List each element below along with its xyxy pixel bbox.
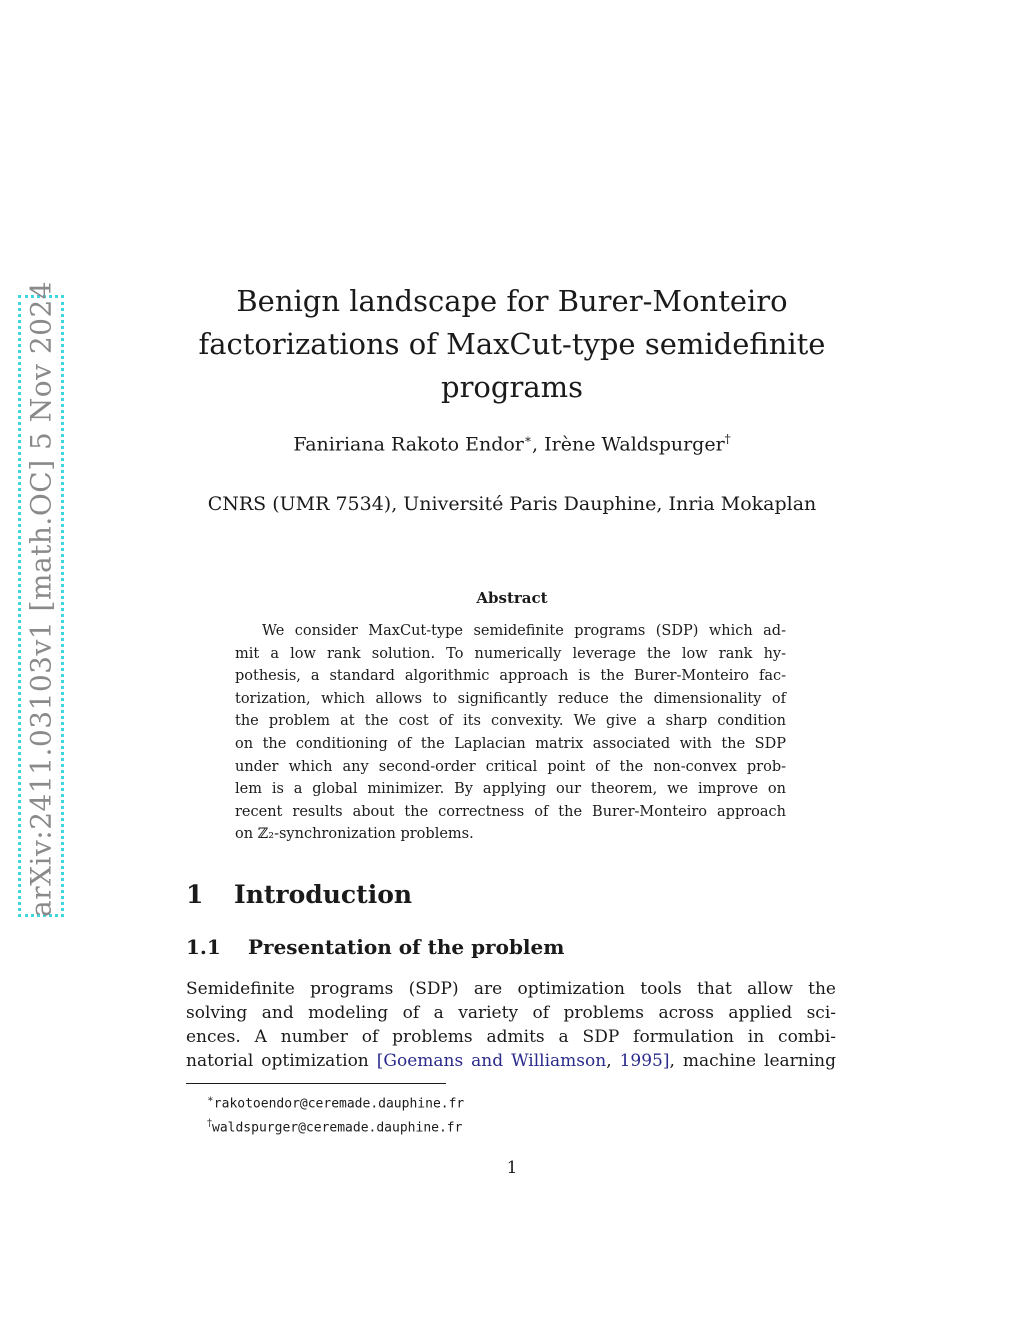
body-line: [186, 1049, 836, 1073]
title-line: programs: [441, 370, 583, 404]
abstract-line: the problem at the cost of its convexity. We give a sharp condition: [235, 713, 786, 730]
abstract-heading: Abstract: [476, 589, 548, 607]
footnote: [207, 1090, 464, 1114]
arxiv-stamp-label: arXiv:2411.03103v1 [math.OC] 5 Nov 2024: [24, 280, 58, 917]
page-number: 1: [506, 1158, 518, 1178]
author-list: [160, 432, 864, 455]
abstract-line: lem is a global minimizer. By applying our theorem, we improve on: [235, 781, 786, 798]
citation-bracket: [: [376, 1051, 384, 1071]
abstract-line: under which any second-order critical point of the non-convex prob-: [235, 758, 786, 775]
abstract-body: [235, 620, 786, 846]
footnotes: [207, 1090, 464, 1139]
footnote-mark: †: [207, 1118, 212, 1130]
author-name: Irène Waldspurger: [544, 433, 725, 456]
subsection-title: Presentation of the problem: [248, 935, 565, 959]
paper-title: [160, 280, 864, 409]
abstract-line: on the conditioning of the Laplacian matrix associated with the SDP: [235, 735, 786, 752]
author-name: Faniriana Rakoto Endor: [293, 433, 524, 456]
footnote-mark: ∗: [207, 1094, 214, 1105]
abstract-line: We consider MaxCut-type semidefinite programs (SDP) which ad-: [262, 623, 786, 639]
body-paragraph: [186, 977, 836, 1073]
section-number: 1: [186, 880, 204, 909]
section-heading: [186, 880, 412, 909]
citation-link[interactable]: Goemans and Williamson: [383, 1051, 607, 1071]
footnote-email: waldspurger@ceremade.dauphine.fr: [212, 1120, 463, 1136]
citation-separator: ,: [606, 1051, 620, 1071]
abstract-line: on ℤ₂-synchronization problems.: [235, 826, 474, 843]
body-text-fragment: , machine learning: [669, 1051, 836, 1071]
footnote-mark: ∗: [523, 432, 533, 446]
body-line: ences. A number of problems admits a SDP formulation in combi-: [186, 1027, 836, 1047]
abstract-line: pothesis, a standard algorithmic approach is the Burer-Monteiro fac-: [235, 668, 786, 685]
body-line: solving and modeling of a variety of problems across applied sci-: [186, 1003, 836, 1023]
citation-year-link[interactable]: 1995: [619, 1051, 663, 1071]
body-line: Semidefinite programs (SDP) are optimization tools that allow the: [186, 979, 836, 999]
author-separator: ,: [532, 433, 545, 456]
abstract-line: recent results about the correctness of the Burer-Monteiro approach: [235, 803, 786, 820]
footnote: [207, 1114, 464, 1138]
footnote-mark: †: [724, 432, 731, 446]
footnote-rule: [186, 1083, 446, 1084]
citation-bracket: ]: [662, 1051, 670, 1071]
abstract-line: mit a low rank solution. To numerically leverage the low rank hy-: [235, 645, 786, 662]
title-line: factorizations of MaxCut-type semidefinite: [198, 327, 826, 361]
subsection-number: 1.1: [186, 935, 221, 959]
subsection-heading: [186, 935, 564, 959]
affiliation: CNRS (UMR 7534), Université Paris Dauphine, Inria Mokaplan: [207, 493, 817, 515]
section-title: Introduction: [234, 880, 413, 909]
title-line: Benign landscape for Burer-Monteiro: [236, 284, 788, 318]
body-text-fragment: natorial optimization: [186, 1051, 377, 1071]
footnote-email: rakotoendor@ceremade.dauphine.fr: [213, 1096, 465, 1112]
abstract-line: torization, which allows to significantly reduce the dimensionality of: [235, 690, 786, 707]
